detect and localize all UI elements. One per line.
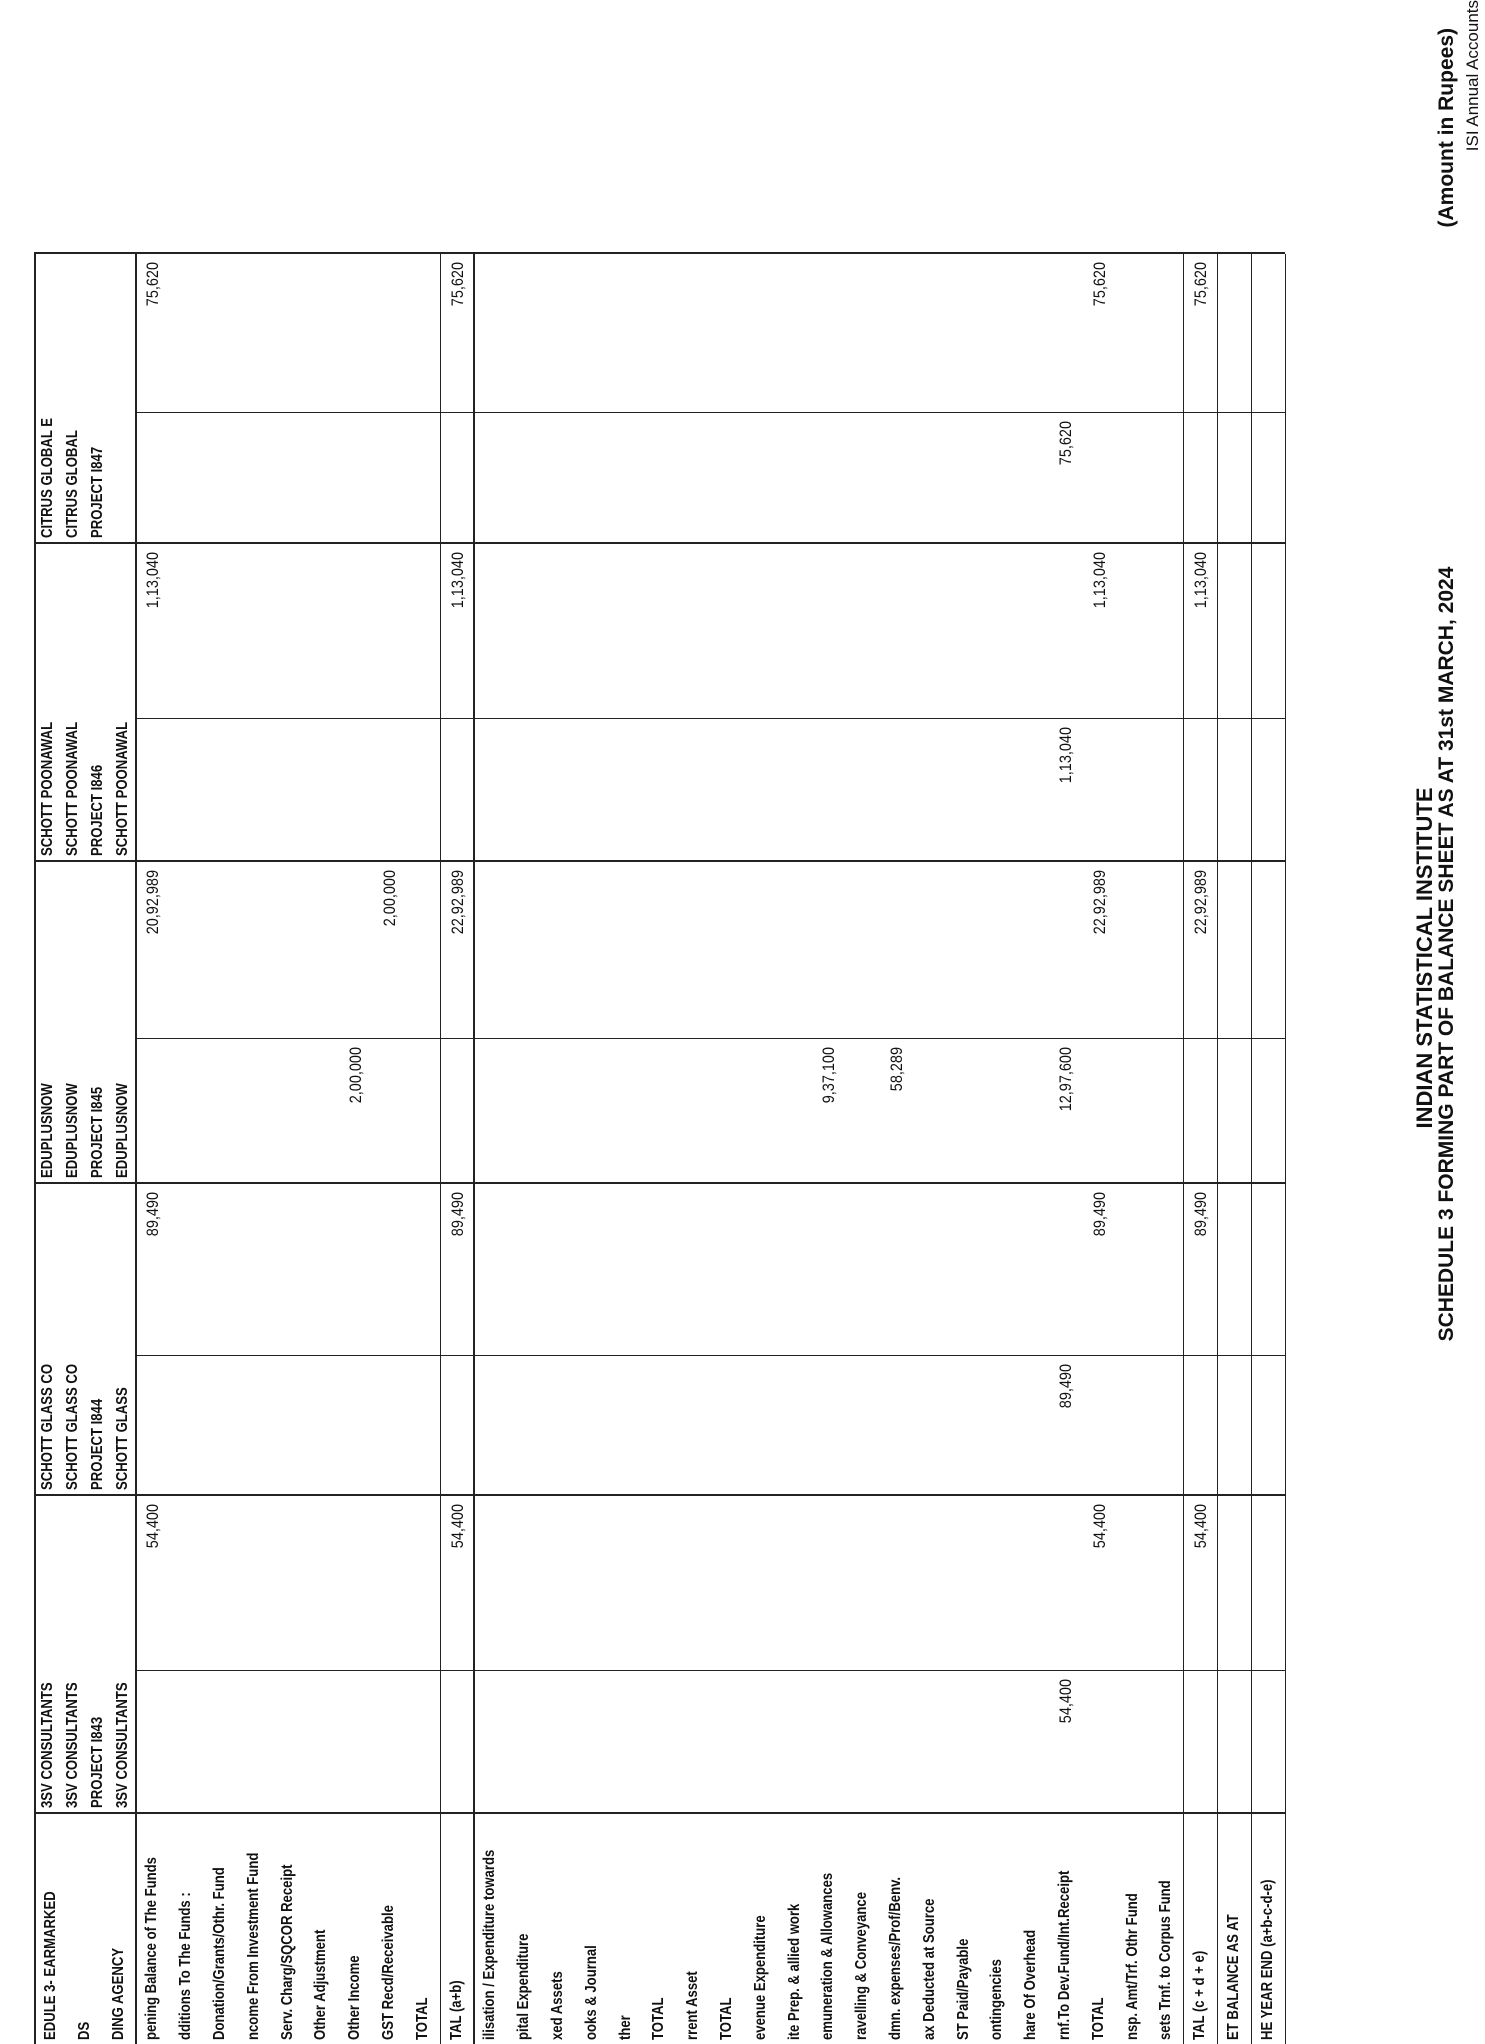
project-2-header-line: PROJECT I844	[89, 1398, 106, 1490]
project-2-header-line: SCHOTT GLASS	[114, 1387, 131, 1490]
row-label-total-c2: TOTAL	[718, 1997, 735, 2040]
total-row-line	[1251, 254, 1252, 2044]
row-label-other-adj: Other Adjustment	[312, 1929, 330, 2040]
project-3-value-total-d: 22,92,989	[1089, 870, 1109, 935]
subcolumn-divider	[135, 412, 1284, 413]
project-2-value-total-d: 89,490	[1089, 1192, 1109, 1237]
project-3-header-line: EDUPLUSNOW	[64, 1083, 81, 1178]
row-label-books: ooks & Journal	[582, 1945, 600, 2040]
table-bottom-border	[1285, 254, 1287, 2044]
project-3-value-total-ab: 22,92,989	[447, 870, 467, 935]
project-5-value-total-cde: 75,620	[1191, 262, 1211, 307]
row-label-opening: pening Balance of The Funds	[143, 1857, 161, 2040]
column-divider	[34, 1183, 1285, 1185]
project-3-value-remuneration: 9,37,100	[819, 1047, 839, 1104]
project-5-value-opening: 75,620	[143, 262, 163, 307]
total-row-line	[1217, 254, 1218, 2044]
row-label-donation: Donation/Grants/Othr. Fund	[211, 1867, 228, 2040]
project-1-header-line: 3SV CONSULTANTS	[114, 1682, 131, 1808]
project-4-header-line: PROJECT I846	[89, 764, 106, 856]
institute-title: INDIAN STATISTICAL INSTITUTE	[1412, 787, 1437, 1129]
project-4-value-total-d: 1,13,040	[1089, 552, 1109, 609]
project-3-value-other-income: 2,00,000	[346, 1047, 366, 1104]
project-1-value-total-ab: 54,400	[447, 1504, 467, 1549]
table-right-border	[34, 253, 1285, 255]
row-label-fixed-assets: xed Assets	[549, 1971, 566, 2040]
project-2-value-total-ab: 89,490	[447, 1192, 467, 1237]
row-label-admn: dmn. expenses/Prof/Benv.	[887, 1876, 904, 2040]
project-4-value-opening: 1,13,040	[143, 552, 163, 609]
row-label-other: ther	[616, 2015, 634, 2040]
project-2-header-line: SCHOTT GLASS CO	[64, 1363, 81, 1490]
column-divider	[34, 543, 1285, 545]
subcolumn-divider	[135, 718, 1284, 719]
project-2-value-total-cde: 89,490	[1191, 1192, 1211, 1237]
footer-annual-accounts: ISI Annual Accounts	[1463, 0, 1482, 152]
project-3-value-opening: 20,92,989	[143, 870, 163, 935]
project-1-value-trf-dev: 54,400	[1056, 1679, 1075, 1724]
row-label-funds: DS	[75, 2021, 93, 2040]
project-4-header-line: SCHOTT POONAWAL	[114, 721, 131, 856]
row-label-tax: ax Deducted at Source	[920, 1898, 938, 2040]
project-1-header-line: 3SV CONSULTANTS	[39, 1682, 56, 1808]
project-3-header-line: EDUPLUSNOW	[39, 1083, 56, 1178]
row-label-total-b: TOTAL	[413, 1997, 431, 2040]
project-1-header-line: PROJECT I843	[89, 1716, 106, 1808]
row-label-total-c1: TOTAL	[650, 1997, 668, 2040]
row-label-income-inv: ncome From Investment Fund	[244, 1852, 262, 2040]
total-row-line	[473, 254, 474, 2044]
row-label-revenue-exp: evenue Expenditure	[751, 1915, 769, 2040]
row-label-contingencies: ontingencies	[988, 1959, 1006, 2040]
project-4-value-total-cde: 1,13,040	[1191, 552, 1211, 609]
schedule-title: SCHEDULE 3 FORMING PART OF BALANCE SHEET AS AT 31st MARCH, 2024	[1435, 566, 1458, 1342]
row-label-current-asset: rrent Asset	[684, 1971, 702, 2040]
project-3-value-total-cde: 22,92,989	[1191, 870, 1211, 935]
project-5-header-line: CITRUS GLOBAL E	[39, 417, 56, 538]
row-label-gst-recd: GST Recd/Receivable	[380, 1905, 397, 2040]
row-label-total-d: TOTAL	[1089, 1997, 1107, 2040]
header-divider	[135, 254, 136, 2044]
project-5-value-total-ab: 75,620	[447, 262, 467, 307]
row-label-net-balance: ET BALANCE AS AT	[1225, 1914, 1242, 2040]
project-3-value-gst-recd: 2,00,000	[380, 870, 399, 927]
subcolumn-divider	[135, 1670, 1284, 1671]
project-4-value-trf-dev: 1,13,040	[1056, 727, 1075, 784]
project-2-header-line: SCHOTT GLASS CO	[39, 1363, 56, 1490]
row-label-total-cde: TAL (c + d + e)	[1191, 1950, 1209, 2040]
project-3-header-line: EDUPLUSNOW	[114, 1083, 131, 1178]
project-1-value-total-cde: 54,400	[1191, 1504, 1211, 1549]
row-label-capital-exp: pital Expenditure	[515, 1933, 533, 2040]
project-4-header-line: SCHOTT POONAWAL	[64, 721, 81, 856]
project-3-value-admn: 58,289	[887, 1047, 906, 1092]
project-3-header-line: PROJECT I845	[89, 1086, 106, 1178]
row-label-other-income: Other Income	[346, 1955, 364, 2040]
amount-note: (Amount in Rupees)	[1435, 28, 1458, 228]
project-5-value-total-d: 75,620	[1089, 262, 1109, 307]
row-label-utilisation: ilisation / Expenditure towards	[481, 1849, 499, 2040]
total-row-line	[440, 254, 441, 2044]
project-3-value-trf-dev: 12,97,600	[1056, 1047, 1075, 1112]
column-divider	[34, 1495, 1285, 1497]
project-1-value-opening: 54,400	[143, 1504, 163, 1549]
row-label-unsp: nsp. Amt/Trf. Othr Fund	[1123, 1893, 1141, 2040]
subcolumn-divider	[135, 1355, 1284, 1356]
row-label-site-prep: ite Prep. & allied work	[785, 1903, 803, 2040]
row-label-remuneration: emuneration & Allowances	[819, 1872, 837, 2040]
row-label-schedule: EDULE 3- EARMARKED	[42, 1891, 59, 2040]
project-2-value-trf-dev: 89,490	[1056, 1364, 1075, 1409]
row-label-total-ab: TAL (a+b)	[447, 1980, 465, 2040]
row-label-overhead: hare Of Overhead	[1022, 1929, 1040, 2040]
project-5-header-line: PROJECT I847	[89, 446, 106, 538]
project-2-value-opening: 89,490	[143, 1192, 163, 1237]
row-label-serv-charg: Serv. Charg/SQCOR Receipt	[278, 1864, 296, 2040]
project-5-value-trf-dev: 75,620	[1056, 421, 1075, 466]
row-label-trf-dev: rnf.To Dev.Fund/Int.Receipt	[1056, 1870, 1073, 2040]
row-label-year-end: HE YEAR END (a+b-c-d-e)	[1258, 1879, 1276, 2040]
project-4-header-line: SCHOTT POONAWAL	[39, 721, 56, 856]
project-1-value-total-d: 54,400	[1089, 1504, 1109, 1549]
total-row-line	[1183, 254, 1184, 2044]
table-top-border	[34, 254, 36, 2044]
row-label-assets-trf: sets Trnf. to Corpus Fund	[1157, 1880, 1175, 2040]
row-label-additions: dditions To The Funds :	[177, 1892, 195, 2040]
row-label-travelling: ravelling & Conveyance	[853, 1891, 871, 2040]
subcolumn-divider	[135, 1038, 1284, 1039]
project-5-header-line: CITRUS GLOBAL	[64, 430, 81, 538]
project-1-header-line: 3SV CONSULTANTS	[64, 1682, 81, 1808]
row-label-agency: DING AGENCY	[109, 1947, 127, 2040]
row-label-gst-paid: ST Paid/Payable	[954, 1938, 972, 2040]
column-divider	[34, 1813, 1285, 1815]
column-divider	[34, 861, 1285, 863]
project-4-value-total-ab: 1,13,040	[447, 552, 467, 609]
